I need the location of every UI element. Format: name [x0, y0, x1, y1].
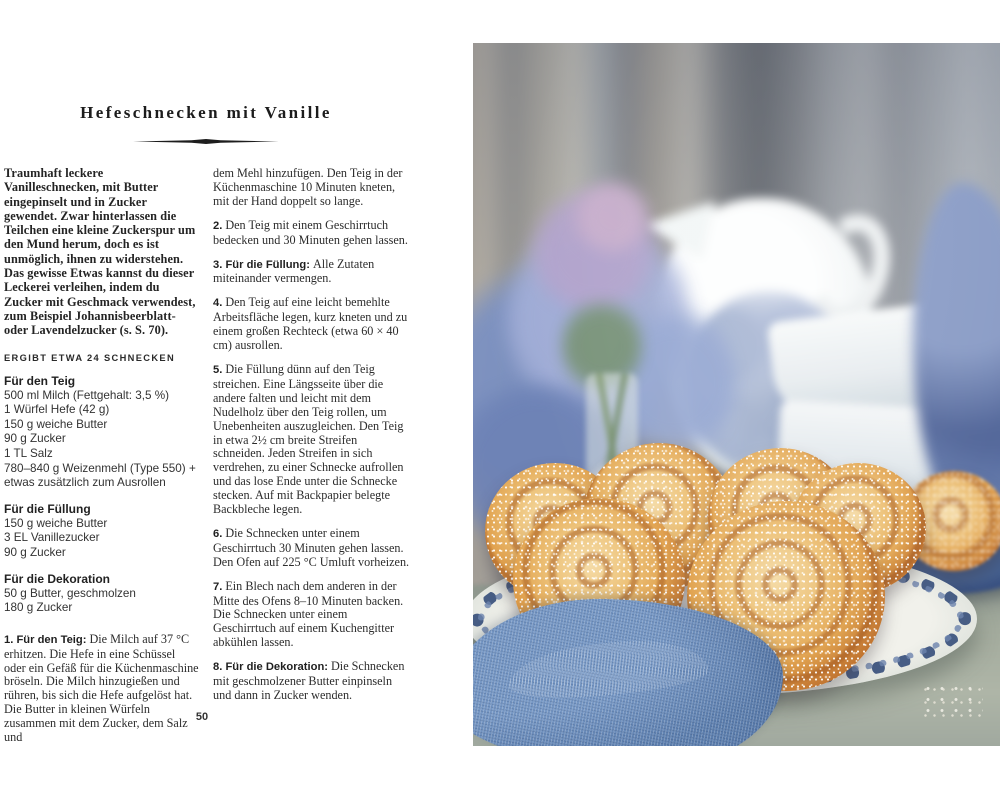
step-text: Den Teig auf eine leicht bemehlte Arbeitsfläche legen, kurz kneten und zu einem großen Rechteck (etwa 60 × 40 cm) ausrollen. — [213, 295, 408, 353]
step-lead: 2. — [213, 219, 223, 232]
ingredient-item: 780–840 g Weizenmehl (Type 550) + etwas zusätzlich zum Ausrollen — [4, 461, 196, 490]
ingredient-item: 50 g Butter, geschmolzen — [4, 586, 136, 600]
recipe-text-page — [0, 0, 445, 800]
step-lead: 8. Für die Dekoration: — [213, 661, 328, 674]
ingredient-group-dough — [4, 374, 199, 491]
ingredient-group-filling — [4, 502, 199, 561]
ingredient-group-heading: Für die Dekoration — [4, 571, 111, 586]
step-text: Die Milch auf 37 °C erhitzen. Die Hefe in eine Schüssel oder ein Gefäß für die Küchenmaschine bröseln. Die Milch hinzugießen und rühren, bis sich die Hefe aufgelöst hat. Die Butter in kleinen Würfeln zusammen mit dem Zucker, dem Salz und — [4, 631, 199, 745]
hydrangea-bloom-pink — [573, 181, 651, 253]
step-lead: 1. Für den Teig: — [4, 633, 87, 646]
recipe-step-8 — [213, 660, 411, 703]
step-lead: 5. — [213, 363, 223, 376]
page-title: Hefeschnecken mit Vanille — [80, 103, 332, 122]
ingredient-group-heading: Für die Füllung — [4, 501, 91, 516]
step-text: Die Schnecken mit geschmolzener Butter einpinseln und dann in Zucker wenden. — [213, 659, 405, 702]
recipe-step-6 — [213, 527, 411, 570]
step-text: Die Füllung dünn auf den Teig streichen. Eine Längsseite über die andere falten und leicht mit dem Nudelholz über den Teig rollen, um Unebenheiten auszugleichen. Den Teig in etwa 2½ cm breite Streifen schneiden. Jeden Streifen in sich verdrehen, zu einer Schnecke aufrollen und das lose Ende unter die Schnecke stecken. Auf mit Backpapier belegte Backbleche legen. — [213, 361, 404, 517]
ingredient-item: 3 EL Vanillezucker — [4, 531, 100, 545]
title-divider-ornament — [133, 139, 279, 144]
step-text: dem Mehl hinzufügen. Den Teig in der Küchenmaschine 10 Minuten kneten, mit der Hand doppelt so lange. — [213, 166, 403, 208]
recipe-step-7 — [213, 580, 411, 651]
recipe-step-1 — [4, 633, 199, 745]
step-text: Den Teig mit einem Geschirrtuch bedecken und 30 Minuten gehen lassen. — [213, 217, 408, 247]
recipe-step-5 — [213, 363, 411, 517]
step-lead: 6. — [213, 527, 223, 540]
step-lead: 3. Für die Füllung: — [213, 258, 310, 271]
step-lead: 4. — [213, 297, 223, 310]
recipe-step-2 — [213, 219, 411, 248]
ingredient-item: 150 g weiche Butter — [4, 516, 108, 530]
step-text: Die Schnecken unter einem Geschirrtuch 30 Minuten gehen lassen. Den Ofen auf 225 °C Umluft vorheizen. — [213, 525, 410, 569]
step-text: Ein Blech nach dem anderen in der Mitte des Ofens 8–10 Minuten backen. Die Schnecken unter einem Geschirrtuch auf einem Kuchengitter abkühlen lassen. — [213, 578, 404, 650]
recipe-step-4 — [213, 296, 411, 353]
step-text: Alle Zutaten miteinander vermengen. — [213, 256, 375, 286]
yield-line: ERGIBT ETWA 24 SCHNECKEN — [4, 352, 176, 363]
ingredient-item: 180 g Zucker — [4, 601, 73, 615]
ingredient-group-heading: Für den Teig — [4, 373, 76, 388]
ingredient-item: 1 Würfel Hefe (42 g) — [4, 403, 110, 417]
recipe-photo — [473, 43, 1000, 746]
ingredient-group-decoration — [4, 572, 199, 616]
right-column — [213, 167, 411, 703]
step-lead: 7. — [213, 580, 223, 593]
ingredient-item: 1 TL Salz — [4, 446, 53, 460]
recipe-intro: Traumhaft leckere Vanilleschnecken, mit Butter eingepinselt und in Zucker gewendet. Zwar hinterlassen die Teilchen eine kleine Zuckerspur um den Mund herum, doch es ist unmöglich, ihnen zu widerstehen. Das gewisse Etwas kannst du dieser Leckerei verleihen, indem du Zucker mit Geschmack verwendest, zum Beispiel Johannisbeerblatt- oder Lavendelzucker (s. S. 70). — [4, 166, 196, 338]
recipe-step-1-continued — [213, 167, 411, 209]
ingredient-item: 90 g Zucker — [4, 545, 66, 559]
sugar-crumbs — [921, 683, 983, 719]
recipe-step-3 — [213, 258, 411, 287]
left-column — [4, 166, 199, 745]
page-number: 50 — [195, 711, 209, 723]
ingredient-item: 500 ml Milch (Fettgehalt: 3,5 %) — [4, 388, 169, 402]
ingredient-item: 150 g weiche Butter — [4, 417, 108, 431]
ingredient-item: 90 g Zucker — [4, 432, 66, 446]
